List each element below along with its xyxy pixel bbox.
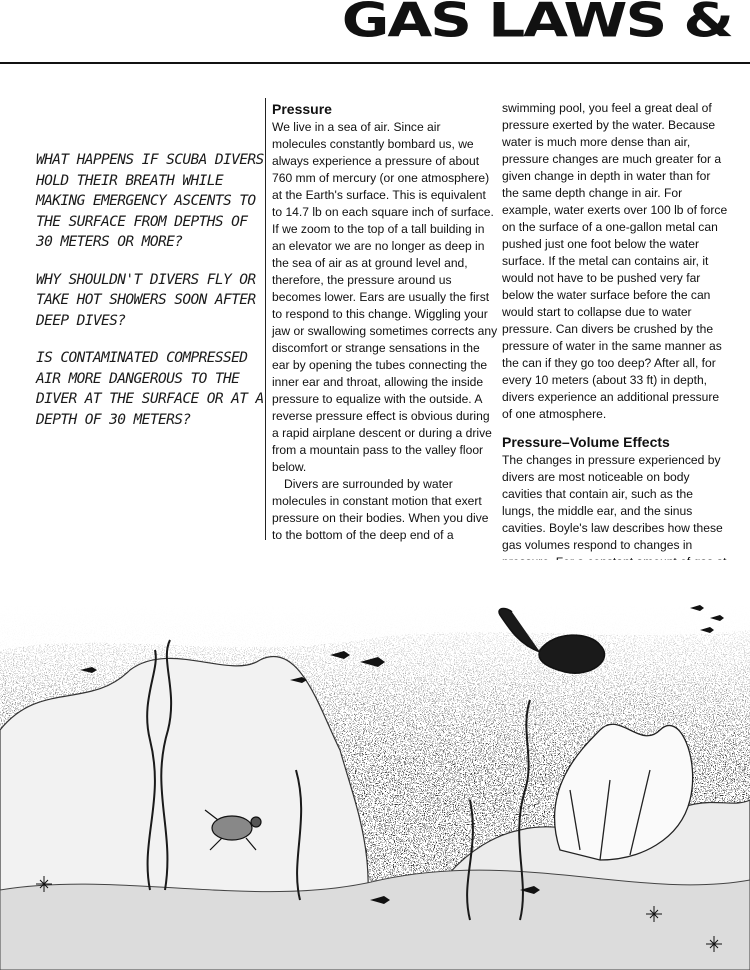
paragraph-3: The changes in pressure experienced by divers are most noticeable on body cavities that contain air, such as the lungs, the middle ear, and the sinus cavities. Boyle's law describes how these gas volumes respond to changes in — [502, 453, 723, 552]
text-column-1 — [272, 100, 498, 544]
page-title: GAS LAWS & — [341, 0, 732, 48]
question-2: WHY SHOULDN'T DIVERS FLY OR TAKE HOT SHOWERS SOON AFTER DEEP DIVES? — [36, 271, 256, 329]
title-rule — [0, 62, 750, 64]
paragraph-2-continued: swimming pool, you feel a great deal of pressure exerted by the water. Because water is much more dense than air, pressure changes are much greater for a given change in depth in water than for the same depth change in air. For example, water exerts over 100 lb of force on the surface of a one-gallon metal can pushed just one foot below the water surface. If the metal can contains air, it would not have to be pushed very far below the water surface before the can would start to collapse due to water pressure. Can divers be crushed by the pressure of water in the same manner as the can if they go too deep? After all, for every 10 meters (about 33 ft) in depth, divers experience an additional pressure of one atmosphere. — [502, 101, 728, 421]
text-column-2 — [502, 100, 728, 588]
question-1: WHAT HAPPENS IF SCUBA DIVERS HOLD THEIR BREATH WHILE MAKING EMERGENCY ASCENTS TO THE SURFACE FROM DEPTHS OF 30 METERS OR MORE? — [36, 152, 264, 250]
underwater-illustration — [0, 560, 750, 970]
question-3: IS CONTAMINATED COMPRESSED AIR MORE DANGEROUS TO THE DIVER AT THE SURFACE OR AT A DEPTH OF 30 METERS? — [36, 350, 264, 428]
paragraph-1: We live in a sea of air. Since air molecules constantly bombard us, we always experience a pressure of about 760 mm of mercury (or one atmosphere) at the Earth's surface. This is equivalent to 14.7 lb on each square inch of surface. If we zoom to the top of a tall building in an elevator we are no longer as deep in the sea of air as at ground level and, therefore, the pressure around us becomes lower. Ears are usually the first to respond to this change. Wiggling your jaw or swallowing sometimes corrects any discomfort or strange sensations in the ear by opening the tubes connecting the inner ear and throat, allowing the inside pressure to equalize with the outside. A reverse pressure effect is obvious during a rapid airplane descent or during a drive from a mountain pass to the valley floor below. — [272, 120, 498, 474]
seafloor — [0, 870, 750, 970]
margin-questions — [36, 150, 264, 447]
column-divider — [265, 98, 266, 540]
section-heading-pressure-volume: Pressure–Volume Effects — [502, 434, 670, 450]
paragraph-2: Divers are surrounded by water molecules in constant motion that exert pressure on their bodies. When you dive to the bottom of the deep end of a — [272, 477, 489, 542]
section-heading-pressure: Pressure — [272, 101, 332, 117]
